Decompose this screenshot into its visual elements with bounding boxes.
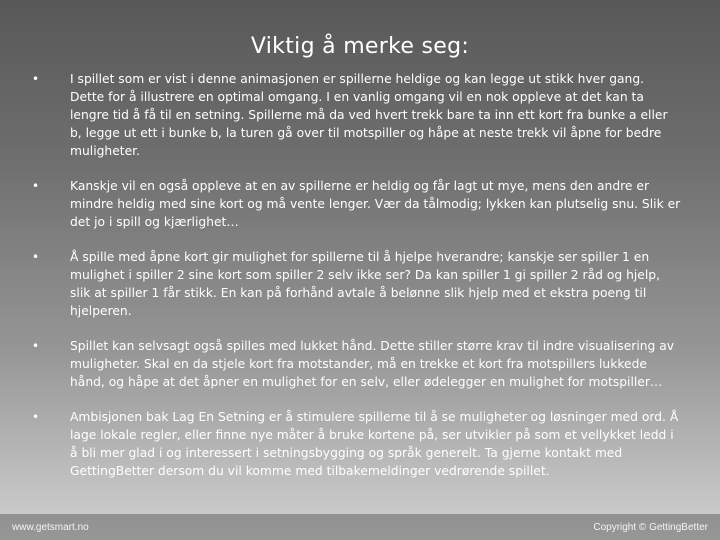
footer-copyright: Copyright © GettingBetter [593,522,708,533]
slide-title: Viktig å merke seg: [250,34,470,59]
bullet-icon: • [32,250,40,264]
bullet-text-1: I spillet som er vist i denne animasjonen er spillerne heldige og kan legge ut stikk hver gang. Dette for å illustrere en optimal omgang. I en vanlig omgang vil en nok oppleve at det kan ta lengre tid å få til en setning. Spillerne må da ved hvert trekk bare ta inn ett kort fra bunke a eller b, legge ut ett i bunke b, la turen gå over til motspiller og håpe at neste trekk vil åpne for bedre muligheter. [70,72,668,158]
bullet-item-3 [32,248,682,320]
bullet-item-2 [32,177,682,231]
bullet-text-5: Ambisjonen bak Lag En Setning er å stimulere spillerne til å se muligheter og løsninger med ord. Å lage lokale regler, eller finne nye måter å bruke kortene på, ser utvikler på som et vellykket ledd i å bli mer glad i og interessert i setningsbygging og språk generelt. Ta gjerne kontakt med GettingBetter dersom du vil komme med tilbakemeldinger vedrørende spillet. [70,410,679,478]
bullet-icon: • [32,339,40,353]
bullet-list [32,70,682,497]
bullet-icon: • [32,410,40,424]
bullet-text-4: Spillet kan selvsagt også spilles med lukket hånd. Dette stiller større krav til indre visualisering av muligheter. Skal en da stjele kort fra motstander, må en trekke et kort fra motspillers lukkede hånd, og håpe at det åpner en mulighet for en selv, eller ødelegger en mulighet for motspiller… [70,339,675,389]
bullet-item-5 [32,408,682,480]
footer-bar [0,514,720,540]
bullet-icon: • [32,72,40,86]
bullet-item-4 [32,337,682,391]
bullet-text-2: Kanskje vil en også oppleve at en av spillerne er heldig og får lagt ut mye, mens den andre er mindre heldig med sine kort og må vente lenger. Vær da tålmodig; lykken kan plutselig snu. Slik er det jo i spill og kjærlighet… [70,179,681,229]
footer-website: www.getsmart.no [12,522,89,533]
bullet-text-3: Å spille med åpne kort gir mulighet for spillerne til å hjelpe hverandre; kanskje ser spiller 1 en mulighet i spiller 2 sine kort som spiller 2 selv ikke ser? Da kan spiller 1 gi spiller 2 råd og hjelp, slik at spiller 1 får stikk. En kan på forhånd avtale å belønne slik hjelp med et ekstra poeng til hjelperen. [70,250,660,318]
bullet-icon: • [32,179,40,193]
bullet-item-1 [32,70,682,160]
